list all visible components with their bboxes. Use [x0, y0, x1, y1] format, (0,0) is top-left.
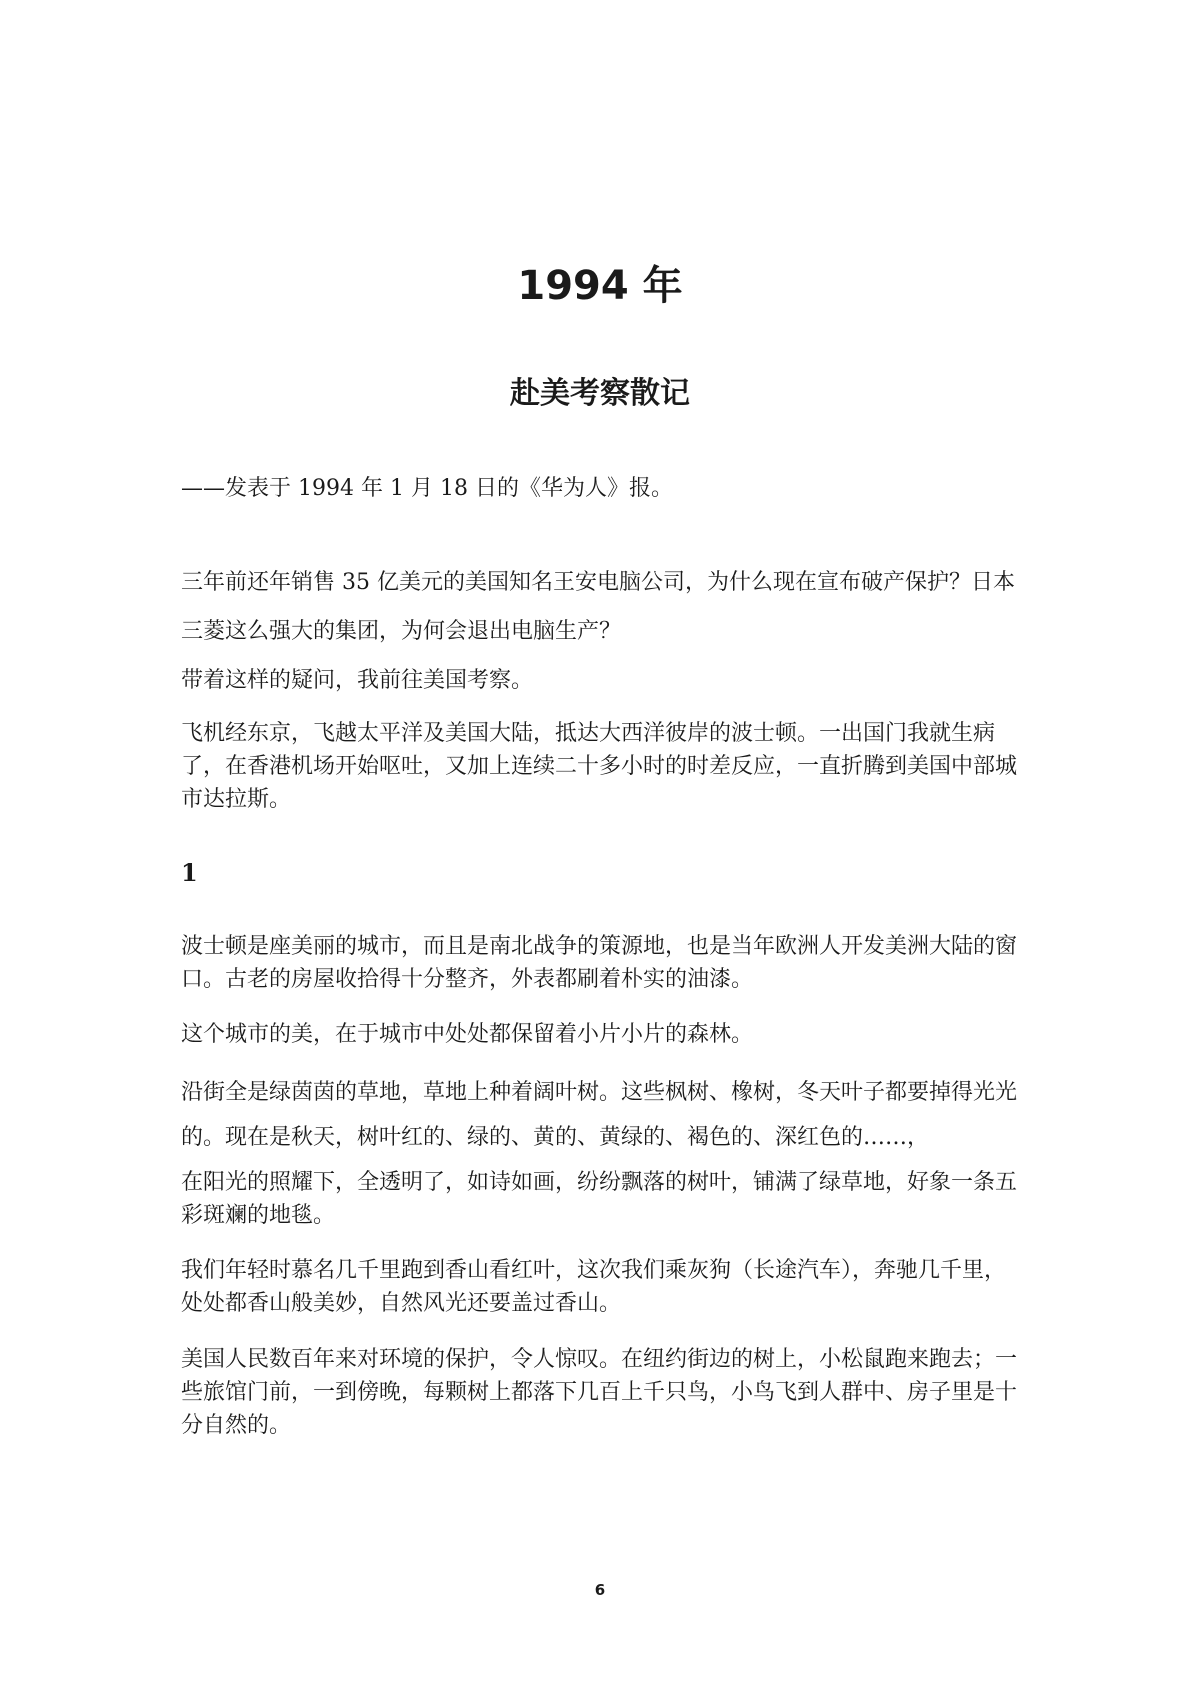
- paragraph: 三年前还年销售 35 亿美元的美国知名王安电脑公司，为什么现在宣布破产保护？日本三菱这么强大的集团，为何会退出电脑生产？: [181, 570, 1015, 644]
- paragraph: 美国人民数百年来对环境的保护，令人惊叹。在纽约街边的树上，小松鼠跑来跑去；一些旅馆门前，一到傍晚，每颗树上都落下几百上千只鸟，小鸟飞到人群中、房子里是十分自然的。: [181, 1347, 1018, 1438]
- page-number: 6: [594, 1581, 606, 1599]
- byline: ——发表于 1994 年 1 月 18 日的《华为人》报。: [181, 476, 673, 501]
- paragraph: 飞机经东京，飞越太平洋及美国大陆，抵达大西洋彼岸的波士顿。一出国门我就生病了，在香港机场开始呕吐，又加上连续二十多小时的时差反应，一直折腾到美国中部城市达拉斯。: [181, 721, 1018, 812]
- section-number: 1: [181, 858, 198, 887]
- paragraph: 我们年轻时慕名几千里跑到香山看红叶，这次我们乘灰狗（长途汽车），奔驰几千里，处处都香山般美妙，自然风光还要盖过香山。: [181, 1258, 1007, 1316]
- paragraph: 沿街全是绿茵茵的草地，草地上种着阔叶树。这些枫树、橡树，冬天叶子都要掉得光光的。现在是秋天，树叶红的、绿的、黄的、黄绿的、褐色的、深红色的……，: [181, 1080, 1018, 1150]
- article-title: 赴美考察散记: [510, 376, 690, 411]
- paragraph: 这个城市的美，在于城市中处处都保留着小片小片的森林。: [181, 1022, 754, 1047]
- paragraph: 波士顿是座美丽的城市，而且是南北战争的策源地，也是当年欧洲人开发美洲大陆的窗口。古老的房屋收拾得十分整齐，外表都刷着朴实的油漆。: [181, 934, 1018, 992]
- year-heading: 1994 年: [517, 263, 683, 309]
- paragraph: 带着这样的疑问，我前往美国考察。: [181, 668, 534, 693]
- paragraph: 在阳光的照耀下，全透明了，如诗如画，纷纷飘落的树叶，铺满了绿草地，好象一条五彩斑斓的地毯。: [181, 1170, 1018, 1228]
